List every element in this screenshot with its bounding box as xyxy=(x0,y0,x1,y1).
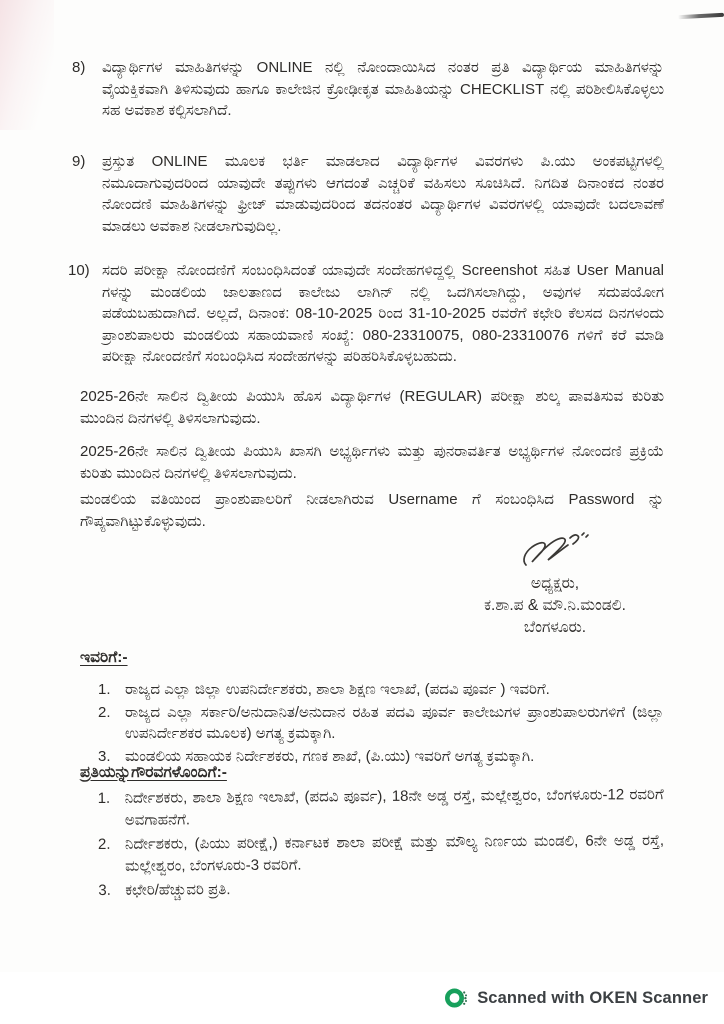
list-number: 2. xyxy=(97,835,111,853)
copy-list-item xyxy=(98,830,664,877)
list-text: ನಿರ್ದೇಶಕರು, ಶಾಲಾ ಶಿಕ್ಷಣ ಇಲಾಖೆ, (ಪದವಿ ಪೂರ್ವ), 18ನೇ ಅಡ್ಡ ರಸ್ತೆ, ಮಲ್ಲೇಶ್ವರಂ, ಬೆಂಗಳೂರು-12 ರವರಿಗೆ ಅವಗಾಹನೆಗೆ. xyxy=(124,786,664,829)
item-text: ವಿದ್ಯಾರ್ಥಿಗಳ ಮಾಹಿತಿಗಳನ್ನು ONLINE ನಲ್ಲಿ ನೋಂದಾಯಿಸಿದ ನಂತರ ಪ್ರತಿ ವಿದ್ಯಾರ್ಥಿಯ ಮಾಹಿತಿಗಳನ್ನು ವೈಯಕ್ತಿಕವಾಗಿ ತಿಳಿಸುವುದು ಹಾಗೂ ಕಾಲೇಜಿನ ಕ್ರೋಢೀಕೃತ ಮಾಹಿತಿಯನ್ನು CHECKLIST ನಲ್ಲಿ ಪರಿಶೀಲಿಸಿಕೊಳ್ಳಲು ಸಹ ಅವಕಾಶ ಕಲ್ಪಿಸಲಾಗಿದೆ. xyxy=(102,59,664,119)
signatory-city: ಬೆಂಗಳೂರು. xyxy=(523,619,587,636)
handwritten-signature xyxy=(512,531,598,571)
list-text: ಕಛೇರಿ/ಹೆಚ್ಚುವರಿ ಪ್ರತಿ. xyxy=(125,881,231,899)
item-number: 8) xyxy=(72,59,86,76)
list-number: 1. xyxy=(98,681,111,698)
paragraph-exam-fee: 2025-26ನೇ ಸಾಲಿನ ದ್ವಿತೀಯ ಪಿಯುಸಿ ಹೊಸ ವಿದ್ಯಾರ್ಥಿಗಳ (REGULAR) ಪರೀಕ್ಷಾ ಶುಲ್ಕ ಪಾವತಿಸುವ ಕುರಿತು ಮುಂದಿನ ದಿನಗಳಲ್ಲಿ ತಿಳಿಸಲಾಗುವುದು. xyxy=(80,388,664,427)
to-section-heading: ಇವರಿಗೆ:- xyxy=(80,649,128,666)
list-text: ರಾಜ್ಯದ ಎಲ್ಲಾ ಸರ್ಕಾರಿ/ಅನುದಾನಿತ/ಅನುದಾನ ರಹಿತ ಪದವಿ ಪೂರ್ವ ಕಾಲೇಜುಗಳ ಪ್ರಾಂಶುಪಾಲರುಗಳಿಗೆ (ಜಿಲ್ಲಾ ಉಪನಿರ್ದೇಶಕರ ಮೂಲಕ) ಅಗತ್ಯ ಕ್ರಮಕ್ಕಾಗಿ. xyxy=(125,703,664,742)
item-text: ಪ್ರಸ್ತುತ ONLINE ಮೂಲಕ ಭರ್ತಿ ಮಾಡಲಾದ ವಿದ್ಯಾರ್ಥಿಗಳ ವಿವರಗಳು ಪಿ.ಯು ಅಂಕಪಟ್ಟಿಗಳಲ್ಲಿ ನಮೂದಾಗುವುದರಿಂದ ಯಾವುದೇ ತಪ್ಪುಗಳು ಆಗದಂತೆ ಎಚ್ಚರಿಕೆ ವಹಿಸಲು ಸೂಚಿಸಿದೆ. ನಿಗದಿತ ದಿನಾಂಕದ ನಂತರ ನೋಂದಣಿ ಮಾಹಿತಿಗಳನ್ನು ಫ್ರೀಜ್ ಮಾಡುವುದರಿಂದ ತದನಂತರ ವಿದ್ಯಾರ್ಥಿಗಳ ವಿವರಗಳಲ್ಲಿ ಯಾವುದೇ ಬದಲಾವಣೆ ಮಾಡಲು ಅವಕಾಶ ನೀಡಲಾಗುವುದಿಲ್ಲ. xyxy=(102,153,664,235)
list-number: 3. xyxy=(98,747,111,765)
scan-mark-artifact xyxy=(678,13,724,19)
list-number: 1. xyxy=(97,789,111,807)
list-text: ರಾಜ್ಯದ ಎಲ್ಲಾ ಜಿಲ್ಲಾ ಉಪನಿರ್ದೇಶಕರು, ಶಾಲಾ ಶಿಕ್ಷಣ ಇಲಾಖೆ, (ಪದವಿ ಪೂರ್ವ ) ಇವರಿಗೆ. xyxy=(125,681,550,698)
numbered-item-10 xyxy=(68,260,664,368)
footer-bar xyxy=(0,972,724,1024)
list-number: 2. xyxy=(98,703,111,721)
paragraph-password-confidential: ಮಂಡಲಿಯ ವತಿಯಿಂದ ಪ್ರಾಂಶುಪಾಲರಿಗೆ ನೀಡಲಾಗಿರುವ Username ಗೆ ಸಂಬಂಧಿಸಿದ Password ನ್ನು ಗೌಪ್ಯವಾಗಿಟ್ಟುಕೊಳ್ಳುವುದು. xyxy=(80,491,664,530)
copy-list-item xyxy=(98,876,664,901)
copy-section-list xyxy=(98,784,665,902)
list-text: ನಿರ್ದೇಶಕರು, (ಪಿಯು ಪರೀಕ್ಷೆ,) ಕರ್ನಾಟಕ ಶಾಲಾ ಪರೀಕ್ಷೆ ಮತ್ತು ಮೌಲ್ಯ ನಿರ್ಣಯ ಮಂಡಲಿ, 6ನೇ ಅಡ್ಡ ರಸ್ತೆ, ಮಲ್ಲೇಶ್ವರಂ, ಬೆಂಗಳೂರು-3 ರವರಿಗೆ. xyxy=(124,832,665,875)
paragraph-private-candidates: 2025-26ನೇ ಸಾಲಿನ ದ್ವಿತೀಯ ಪಿಯುಸಿ ಖಾಸಗಿ ಅಭ್ಯರ್ಥಿಗಳು ಮತ್ತು ಪುನರಾವರ್ತಿತ ಅಭ್ಯರ್ಥಿಗಳ ನೋಂದಣಿ ಪ್ರಕ್ರಿಯೆ ಕುರಿತು ಮುಂದಿನ ದಿನಗಳಲ್ಲಿ ತಿಳಿಸಲಾಗುವುದು. xyxy=(80,443,664,482)
item-number: 10) xyxy=(68,262,90,279)
signature-block xyxy=(430,531,680,639)
signatory-title: ಅಧ್ಯಕ್ಷರು, xyxy=(530,575,580,592)
to-list-item xyxy=(98,679,664,701)
scanner-branding xyxy=(444,986,708,1010)
copy-section-heading: ಪ್ರತಿಯನ್ನುಗೌರವಗಳೊಂದಿಗೆ:- xyxy=(80,764,227,781)
numbered-item-9 xyxy=(72,151,664,237)
oken-scanner-icon xyxy=(444,986,468,1010)
scan-tint-artifact xyxy=(0,0,54,130)
scanner-footer-text: Scanned with OKEN Scanner xyxy=(477,988,708,1007)
to-list-item xyxy=(98,702,664,745)
list-text: ಮಂಡಲಿಯ ಸಹಾಯಕ ನಿರ್ದೇಶಕರು, ಗಣಕ ಶಾಖೆ, (ಪಿ.ಯು) ಇವರಿಗೆ ಅಗತ್ಯ ಕ್ರಮಕ್ಕಾಗಿ. xyxy=(125,747,535,765)
item-number: 9) xyxy=(72,153,86,170)
list-number: 3. xyxy=(98,881,111,899)
to-section-list xyxy=(98,679,664,768)
copy-list-item xyxy=(98,784,664,831)
numbered-item-8 xyxy=(72,57,664,122)
item-text: ಸದರಿ ಪರೀಕ್ಷಾ ನೋಂದಣಿಗೆ ಸಂಬಂಧಿಸಿದಂತೆ ಯಾವುದೇ ಸಂದೇಹಗಳಿದ್ದಲ್ಲಿ Screenshot ಸಹಿತ User Manual ಗಳನ್ನು ಮಂಡಲಿಯ ಜಾಲತಾಣದ ಕಾಲೇಜು ಲಾಗಿನ್ ನಲ್ಲಿ ಒದಗಿಸಲಾಗಿದ್ದು, ಅವುಗಳ ಸದುಪಯೋಗ ಪಡೆಯಬಹುದಾಗಿದೆ. ಅಲ್ಲದೆ, ದಿನಾಂಕ: 08-10-2025 ರಿಂದ 31-10-2025 ರವರೆಗೆ ಕಛೇರಿ ಕೆಲಸದ ದಿನಗಳಂದು ಪ್ರಾಂಶುಪಾಲರು ಮಂಡಲಿಯ ಸಹಾಯವಾಣಿ ಸಂಖ್ಯೆ: 080-23310075, 080-23310076 ಗಳಿಗೆ ಕರೆ ಮಾಡಿ ಪರೀಕ್ಷಾ ನೋಂದಣಿಗೆ ಸಂಬಂಧಿಸಿದ ಸಂದೇಹಗಳನ್ನು ಪರಿಹರಿಸಿಕೊಳ್ಳಬಹುದು. xyxy=(102,262,664,365)
signatory-organization: ಕ.ಶಾ.ಪ & ಮೌ.ನಿ.ಮಂಡಲಿ. xyxy=(484,597,626,614)
